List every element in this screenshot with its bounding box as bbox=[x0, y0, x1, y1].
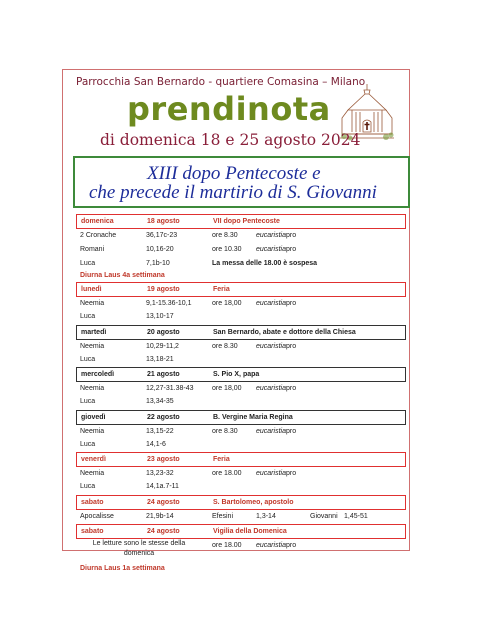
day-date: 18 agosto bbox=[147, 218, 180, 225]
liturgical-title-box bbox=[73, 156, 410, 208]
day-date: 21 agosto bbox=[147, 371, 180, 378]
reading-book: Romani bbox=[80, 246, 105, 253]
day-name: lunedì bbox=[81, 286, 102, 293]
mass-time: ore 18,00 bbox=[212, 385, 242, 392]
reading-book: Neemia bbox=[80, 343, 105, 350]
readings-note: Le letture sono le stesse della domenica bbox=[92, 540, 186, 557]
title-line-1: XIII dopo Pentecoste e bbox=[147, 163, 321, 184]
day-date: 20 agosto bbox=[147, 329, 180, 336]
reading-ref: 10,16-20 bbox=[146, 246, 174, 253]
table-row bbox=[76, 310, 406, 324]
day-header-thursday bbox=[76, 410, 406, 425]
day-celebration: San Bernardo, abate e dottore della Chiesa bbox=[213, 329, 356, 336]
table-row bbox=[76, 229, 406, 243]
reading-book: Luca bbox=[80, 441, 96, 448]
reading-ref: 7,1b-10 bbox=[146, 260, 170, 267]
mass-time: ore 10.30 bbox=[212, 246, 242, 253]
title-line-2: che precede il martirio di S. Giovanni bbox=[89, 182, 377, 203]
mass-type: eucaristia bbox=[256, 470, 286, 477]
mass-notice: La messa delle 18.00 è sospesa bbox=[212, 260, 318, 267]
diurna-laus-note: Diurna Laus 1a settimana bbox=[80, 565, 165, 572]
day-header-saturday-feast bbox=[76, 495, 406, 510]
table-row bbox=[76, 480, 406, 494]
mass-type: eucaristia bbox=[256, 300, 286, 307]
reading-ref: 10,29-11,2 bbox=[146, 343, 179, 350]
mass-intention: pro bbox=[286, 232, 297, 239]
day-name: domenica bbox=[81, 218, 114, 225]
reading-book: Luca bbox=[80, 260, 96, 267]
day-header-tuesday bbox=[76, 325, 406, 340]
reading-ref: 13,34-35 bbox=[146, 398, 174, 405]
day-celebration: VII dopo Pentecoste bbox=[213, 218, 280, 225]
logo-title: prendinota bbox=[127, 90, 331, 128]
reading-ref: 13,10-17 bbox=[146, 313, 174, 320]
reading-ref: 14,1a.7-11 bbox=[146, 483, 179, 490]
table-row bbox=[76, 562, 406, 576]
mass-intention: pro bbox=[286, 470, 297, 477]
reading-book: Neemia bbox=[80, 428, 105, 435]
dates-subtitle: di domenica 18 e 25 agosto 2024 bbox=[100, 131, 361, 149]
table-row bbox=[76, 539, 406, 563]
reading-ref-3: 1,45-51 bbox=[344, 513, 368, 520]
table-row bbox=[76, 395, 406, 409]
reading-ref-2: 1,3-14 bbox=[256, 513, 276, 520]
reading-book-3: Giovanni bbox=[310, 513, 338, 520]
reading-book: Luca bbox=[80, 356, 96, 363]
day-celebration: Vigilia della Domenica bbox=[213, 528, 287, 535]
day-name: sabato bbox=[81, 528, 104, 535]
reading-book: 2 Cronache bbox=[80, 232, 117, 239]
day-celebration: S. Pio X, papa bbox=[213, 371, 260, 378]
day-date: 24 agosto bbox=[147, 499, 180, 506]
mass-type: eucaristia bbox=[256, 428, 286, 435]
reading-ref: 36,17c-23 bbox=[146, 232, 178, 239]
table-row bbox=[76, 269, 406, 283]
mass-type: eucaristia bbox=[256, 385, 286, 392]
day-date: 23 agosto bbox=[147, 456, 180, 463]
mass-intention: pro bbox=[286, 300, 297, 307]
table-row bbox=[76, 510, 406, 524]
mass-time: ore 8.30 bbox=[212, 343, 238, 350]
table-row bbox=[76, 340, 406, 354]
reading-ref: 13,15-22 bbox=[146, 428, 174, 435]
table-row bbox=[76, 243, 406, 257]
table-row bbox=[76, 353, 406, 367]
reading-ref: 9,1-15.36-10,1 bbox=[146, 300, 192, 307]
day-date: 22 agosto bbox=[147, 414, 180, 421]
mass-intention: pro bbox=[286, 385, 297, 392]
day-celebration: B. Vergine Maria Regina bbox=[213, 414, 293, 421]
mass-intention: pro bbox=[286, 246, 297, 253]
mass-time: ore 18,00 bbox=[212, 300, 242, 307]
reading-book-2: Efesini bbox=[212, 513, 234, 520]
day-name: martedì bbox=[81, 329, 107, 336]
diurna-laus-note: Diurna Laus 4a settimana bbox=[80, 272, 165, 279]
mass-type: eucaristia bbox=[256, 542, 286, 549]
day-header-monday bbox=[76, 282, 406, 297]
day-header-wednesday bbox=[76, 367, 406, 382]
reading-book: Luca bbox=[80, 398, 96, 405]
day-name: sabato bbox=[81, 499, 104, 506]
mass-type: eucaristia bbox=[256, 232, 286, 239]
day-date: 24 agosto bbox=[147, 528, 180, 535]
day-celebration: Feria bbox=[213, 286, 230, 293]
reading-book: Neemia bbox=[80, 300, 105, 307]
table-row bbox=[76, 438, 406, 452]
day-celebration: Feria bbox=[213, 456, 230, 463]
day-date: 19 agosto bbox=[147, 286, 180, 293]
day-header-sunday bbox=[76, 214, 406, 229]
mass-time: ore 8.30 bbox=[212, 232, 238, 239]
day-name: mercoledì bbox=[81, 371, 115, 378]
reading-book: Luca bbox=[80, 313, 96, 320]
reading-book: Luca bbox=[80, 483, 96, 490]
parish-name: Parrocchia San Bernardo - quartiere Comasina – Milano bbox=[76, 76, 366, 88]
table-row bbox=[76, 425, 406, 439]
table-row bbox=[76, 382, 406, 396]
mass-intention: pro bbox=[286, 428, 297, 435]
mass-intention: pro bbox=[286, 542, 297, 549]
day-header-friday bbox=[76, 452, 406, 467]
day-celebration: S. Bartolomeo, apostolo bbox=[213, 499, 294, 506]
reading-book: Neemia bbox=[80, 385, 105, 392]
reading-ref: 21,9b-14 bbox=[146, 513, 174, 520]
reading-book: Apocalisse bbox=[80, 513, 114, 520]
mass-time: ore 18.00 bbox=[212, 470, 242, 477]
reading-ref: 13,18-21 bbox=[146, 356, 174, 363]
mass-time: ore 8.30 bbox=[212, 428, 238, 435]
table-row bbox=[76, 297, 406, 311]
day-name: venerdì bbox=[81, 456, 106, 463]
reading-ref: 13,23-32 bbox=[146, 470, 174, 477]
reading-ref: 14,1-6 bbox=[146, 441, 166, 448]
table-row bbox=[76, 467, 406, 481]
mass-type: eucaristia bbox=[256, 246, 286, 253]
day-name: giovedì bbox=[81, 414, 106, 421]
mass-type: eucaristia bbox=[256, 343, 286, 350]
mass-time: ore 18.00 bbox=[212, 542, 242, 549]
reading-book: Neemia bbox=[80, 470, 105, 477]
day-header-saturday-vigil bbox=[76, 524, 406, 539]
reading-ref: 12,27-31.38-43 bbox=[146, 385, 194, 392]
mass-intention: pro bbox=[286, 343, 297, 350]
